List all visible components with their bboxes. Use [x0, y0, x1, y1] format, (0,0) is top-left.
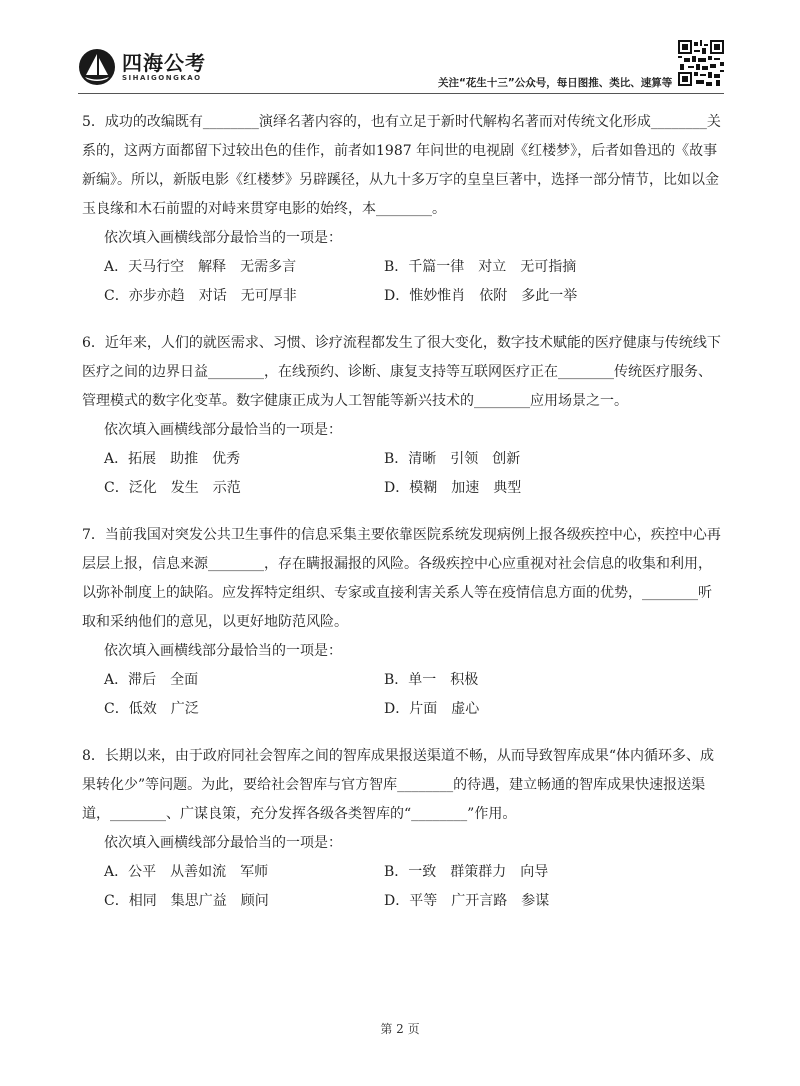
option-a[interactable]: A．滞后 全面: [104, 672, 199, 688]
question-5: [82, 108, 724, 311]
page-number: 第 2 页: [380, 1022, 420, 1036]
question-8-options: [82, 858, 724, 916]
header-slogan: 关注“花生十三”公众号，每日图推、类比、速算等: [438, 77, 673, 89]
option-c[interactable]: C．泛化 发生 示范: [104, 480, 241, 496]
option-a[interactable]: A．拓展 助推 优秀: [104, 451, 241, 467]
option-a[interactable]: A．公平 从善如流 军师: [104, 864, 269, 880]
option-d[interactable]: D．模糊 加速 典型: [384, 480, 522, 496]
question-6-text: 6．近年来，人们的就医需求、习惯、诊疗流程都发生了很大变化，数字技术赋能的医疗健康与传统线下医疗之间的边界日益________，在线预约、诊断、康复支持等互联网医疗正在________传统医疗服务、管理模式的数字化变革。数字健康正成为人工智能等新兴技术的________应用场景之一。: [82, 335, 721, 409]
header-divider: [78, 93, 724, 94]
question-5-prompt: 依次填入画横线部分最恰当的一项是：: [104, 230, 342, 246]
question-6-options: [82, 445, 724, 503]
question-8: [82, 742, 724, 916]
question-8-text: 8．长期以来，由于政府同社会智库之间的智库成果报送渠道不畅，从而导致智库成果“体内循环多、成果转化少”等问题。为此，要给社会智库与官方智库________的待遇，建立畅通的智库成果快速报送渠道，________、广谋良策，充分发挥各级各类智库的“________”作用。: [82, 748, 715, 822]
option-c[interactable]: C．相同 集思广益 顾问: [104, 893, 269, 909]
option-b[interactable]: B．千篇一律 对立 无可指摘: [384, 259, 577, 275]
logo-chinese-name: 四海公考: [122, 50, 206, 75]
question-6-prompt: 依次填入画横线部分最恰当的一项是：: [104, 422, 342, 438]
question-7: [82, 521, 724, 724]
question-5-options: [82, 253, 724, 311]
option-b[interactable]: B．清晰 引领 创新: [384, 451, 521, 467]
option-d[interactable]: D．平等 广开言路 参谋: [384, 893, 550, 909]
option-d[interactable]: D．片面 虚心: [384, 701, 480, 717]
qr-code-icon: [678, 40, 724, 86]
option-c[interactable]: C．亦步亦趋 对话 无可厚非: [104, 288, 297, 304]
option-c[interactable]: C．低效 广泛: [104, 701, 199, 717]
question-7-text: 7．当前我国对突发公共卫生事件的信息采集主要依靠医院系统发现病例上报各级疾控中心，疾控中心再层层上报，信息来源________，存在瞒报漏报的风险。各级疾控中心应重视对社会信息的收集和利用，以弥补制度上的缺陷。应发挥特定组织、专家或直接利害关系人等在疫情信息方面的优势，________听取和采纳他们的意见，以更好地防范风险。: [82, 527, 721, 630]
question-8-prompt: 依次填入画横线部分最恰当的一项是：: [104, 835, 342, 851]
brand-logo: [78, 48, 206, 86]
sailboat-logo-icon: [78, 48, 116, 86]
option-a[interactable]: A．天马行空 解释 无需多言: [104, 259, 297, 275]
page-header: [0, 0, 800, 100]
question-6: [82, 329, 724, 503]
logo-english-name: SIHAIGONGKAO: [122, 73, 202, 82]
question-5-text: 5．成功的改编既有________演绎名著内容的，也有立足于新时代解构名著而对传统文化形成________关系的，这两方面都留下过较出色的佳作，前者如1987 年问世的电视剧《红楼梦》，后者如鲁迅的《故事新编》。所以，新版电影《红楼梦》另辟蹊径，从九十多万字的皇皇巨著中，选择一部分情节，比如以金玉良缘和木石前盟的对峙来贯穿电影的始终，本________。: [82, 114, 721, 217]
question-list: [82, 108, 724, 916]
question-7-options: [82, 666, 724, 724]
option-d[interactable]: D．惟妙惟肖 依附 多此一举: [384, 288, 578, 304]
question-7-prompt: 依次填入画横线部分最恰当的一项是：: [104, 643, 342, 659]
option-b[interactable]: B．单一 积极: [384, 672, 479, 688]
option-b[interactable]: B．一致 群策群力 向导: [384, 864, 549, 880]
